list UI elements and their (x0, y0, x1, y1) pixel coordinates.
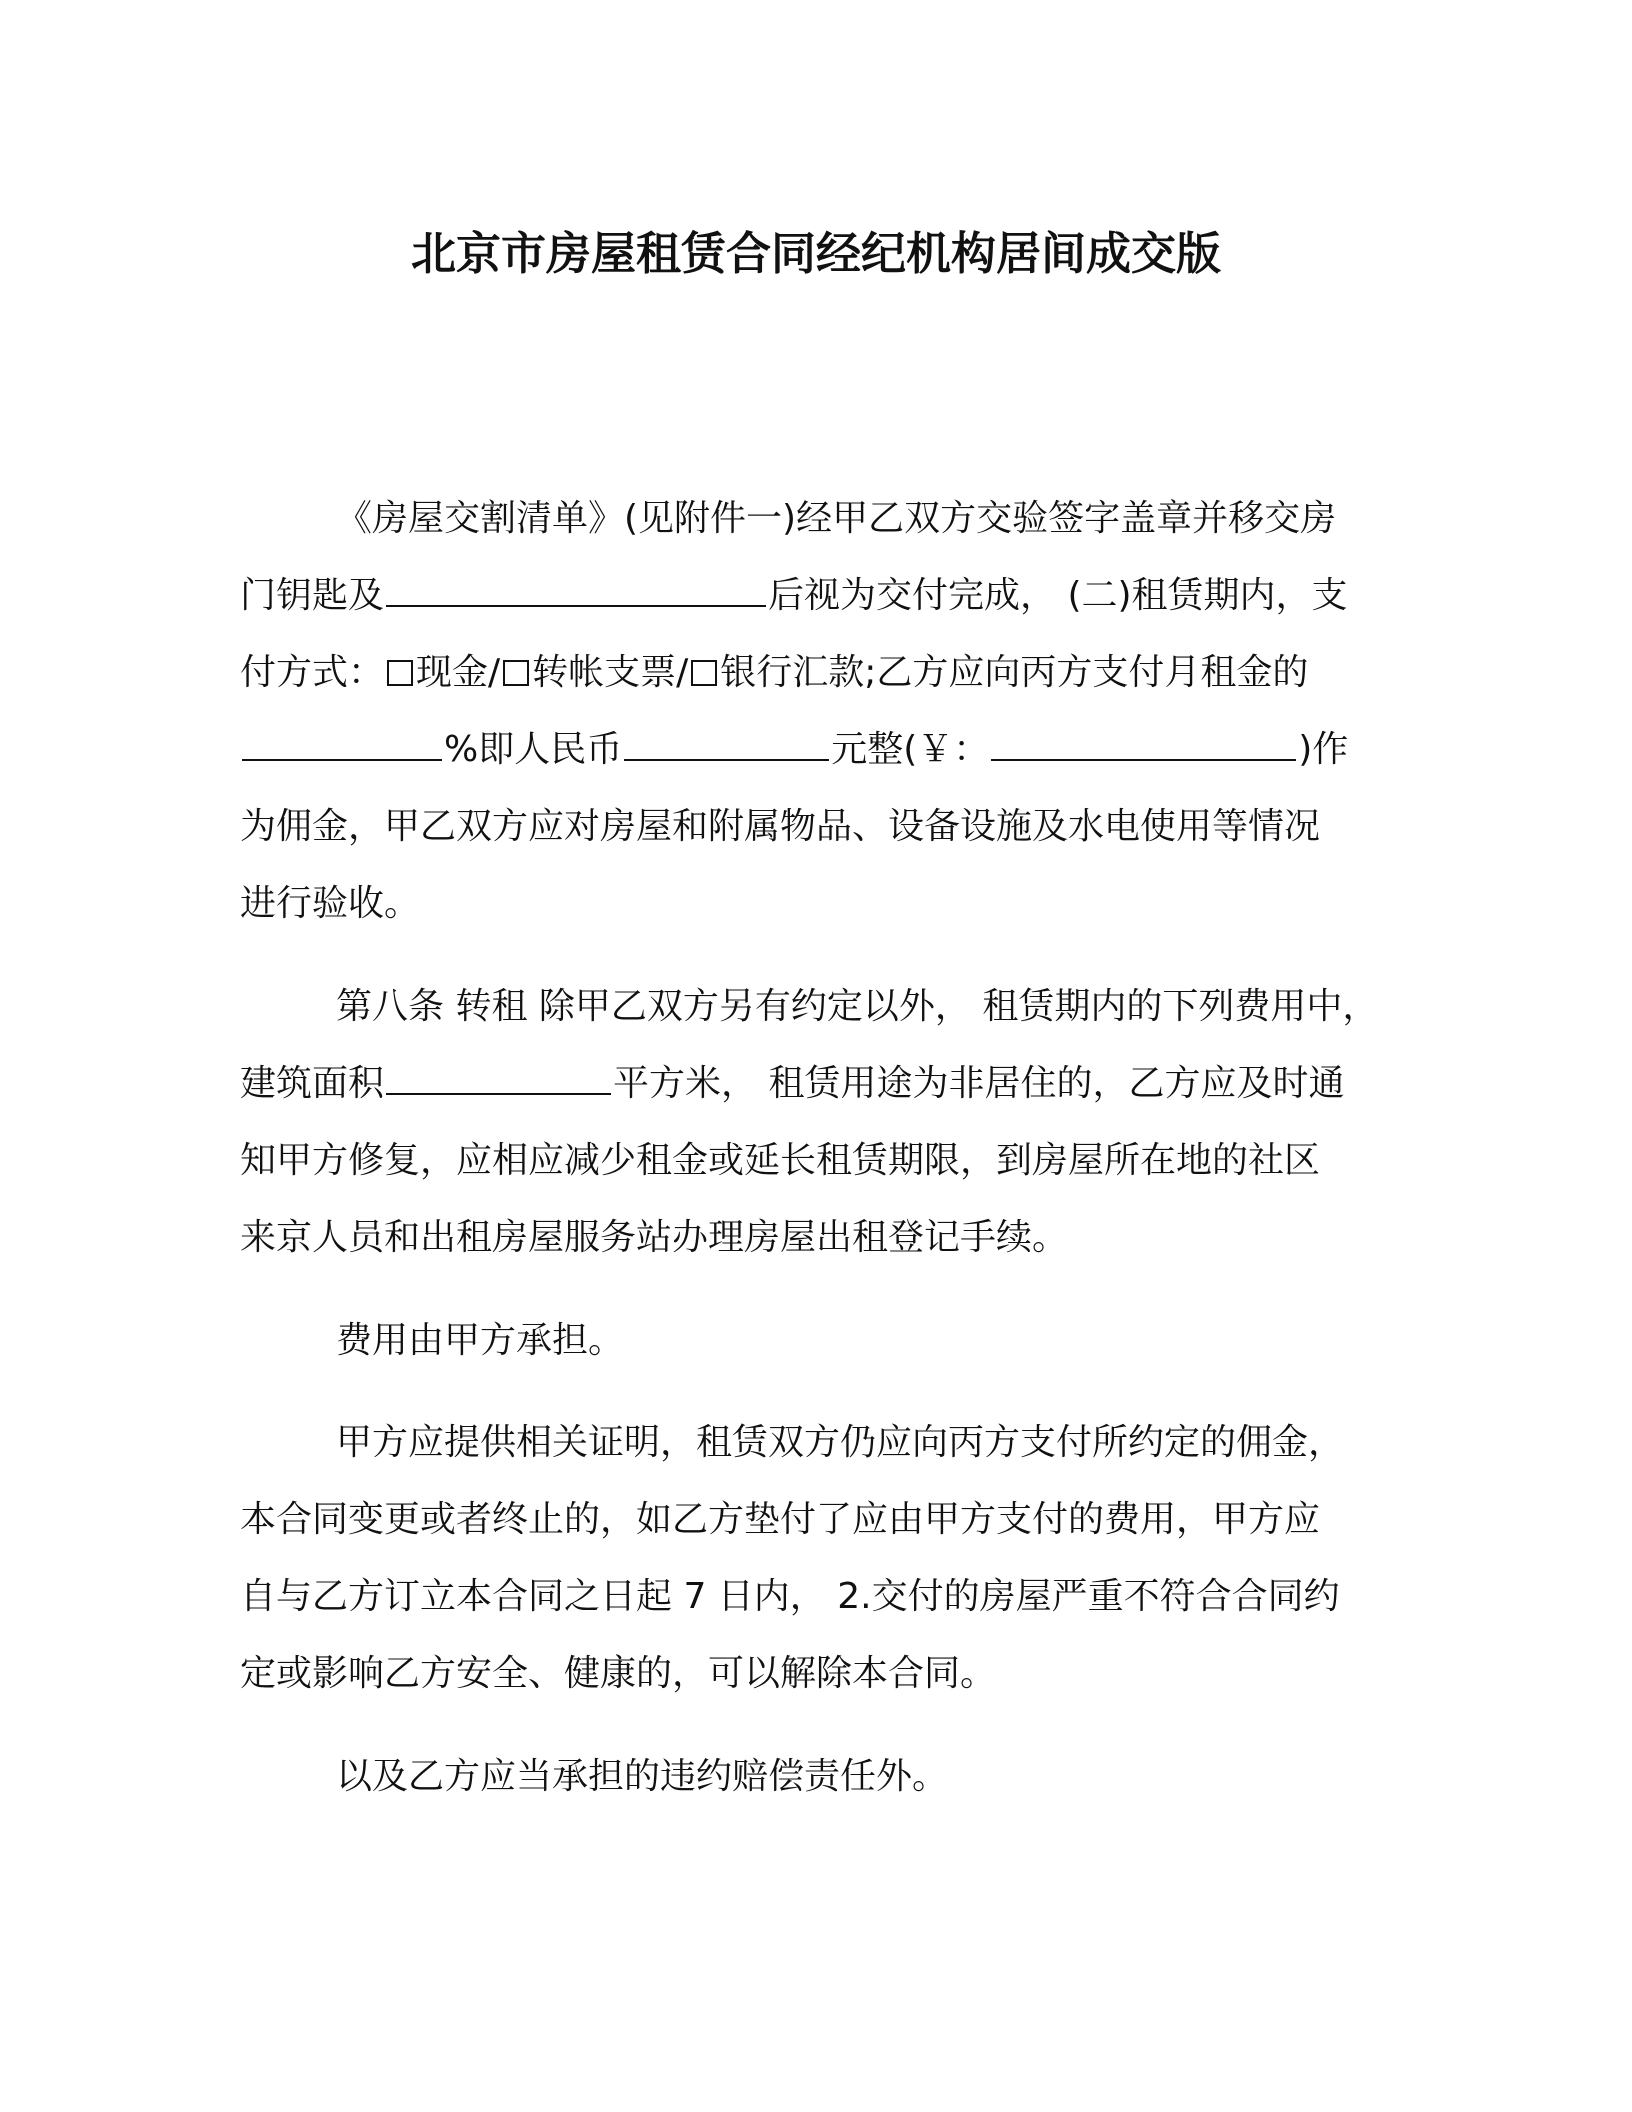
text-line: 知甲方修复，应相应减少租金或延长租赁期限，到房屋所在地的社区 (240, 1140, 1321, 1181)
text-segment: %即人民币 (444, 729, 623, 770)
text-line: 《房屋交割清单》(见附件一)经甲乙双方交验签字盖章并移交房 (336, 498, 1337, 539)
text-line: 以及乙方应当承担的违约赔偿责任外。 (336, 1756, 949, 1797)
checkbox-bank-remittance[interactable] (691, 660, 717, 686)
checkbox-label-transfer-check: 转帐支票/ (532, 652, 689, 693)
checkbox-transfer-check[interactable] (503, 660, 529, 686)
text-line: 为佣金，甲乙双方应对房屋和附属物品、设备设施及水电使用等情况 (240, 806, 1321, 847)
paragraph-proof (240, 1404, 1392, 1712)
text-line (240, 634, 1392, 711)
text-line (240, 711, 1392, 788)
fill-in-blank-amount-number[interactable] (991, 729, 1296, 761)
text-line: 本合同变更或者终止的，如乙方垫付了应由甲方支付的费用，甲方应 (240, 1499, 1321, 1540)
text-line: 进行验收。 (240, 883, 421, 924)
paragraph-handover (240, 480, 1392, 942)
text-segment: 银行汇款;乙方应向丙方支付月租金的 (720, 652, 1309, 693)
text-line: 自与乙方订立本合同之日起 7 日内， 2.交付的房屋严重不符合合同约 (240, 1576, 1340, 1617)
text-segment: 建筑面积 (240, 1063, 385, 1104)
paragraph-article-eight (240, 968, 1392, 1276)
paragraph-fees (240, 1302, 1392, 1379)
text-line: 费用由甲方承担。 (336, 1320, 625, 1361)
text-line: 甲方应提供相关证明，租赁双方仍应向丙方支付所约定的佣金， (336, 1422, 1345, 1463)
fill-in-blank-percent[interactable] (242, 729, 442, 761)
text-segment: 元整(￥： (831, 729, 990, 770)
text-segment: 门钥匙及 (240, 575, 385, 616)
text-line (240, 1045, 1392, 1122)
document-title: 北京市房屋租赁合同经纪机构居间成交版 (410, 227, 1221, 280)
text-segment: 付方式： (240, 652, 385, 693)
text-line: 第八条 转租 除甲乙双方另有约定以外， 租赁期内的下列费用中， (336, 986, 1379, 1027)
checkbox-cash[interactable] (387, 660, 413, 686)
text-segment: 后视为交付完成， (二)租赁期内，支 (768, 575, 1348, 616)
paragraph-liability (240, 1738, 1392, 1815)
text-segment: )作 (1298, 729, 1349, 770)
text-line (240, 557, 1392, 634)
text-line: 来京人员和出租房屋服务站办理房屋出租登记手续。 (240, 1217, 1069, 1258)
text-segment: 平方米， 租赁用途为非居住的，乙方应及时通 (613, 1063, 1345, 1104)
fill-in-blank-area[interactable] (386, 1063, 611, 1095)
fill-in-blank-keys[interactable] (386, 575, 766, 607)
checkbox-label-cash: 现金/ (416, 652, 501, 693)
fill-in-blank-amount-words[interactable] (624, 729, 829, 761)
text-line: 定或影响乙方安全、健康的，可以解除本合同。 (240, 1653, 997, 1694)
